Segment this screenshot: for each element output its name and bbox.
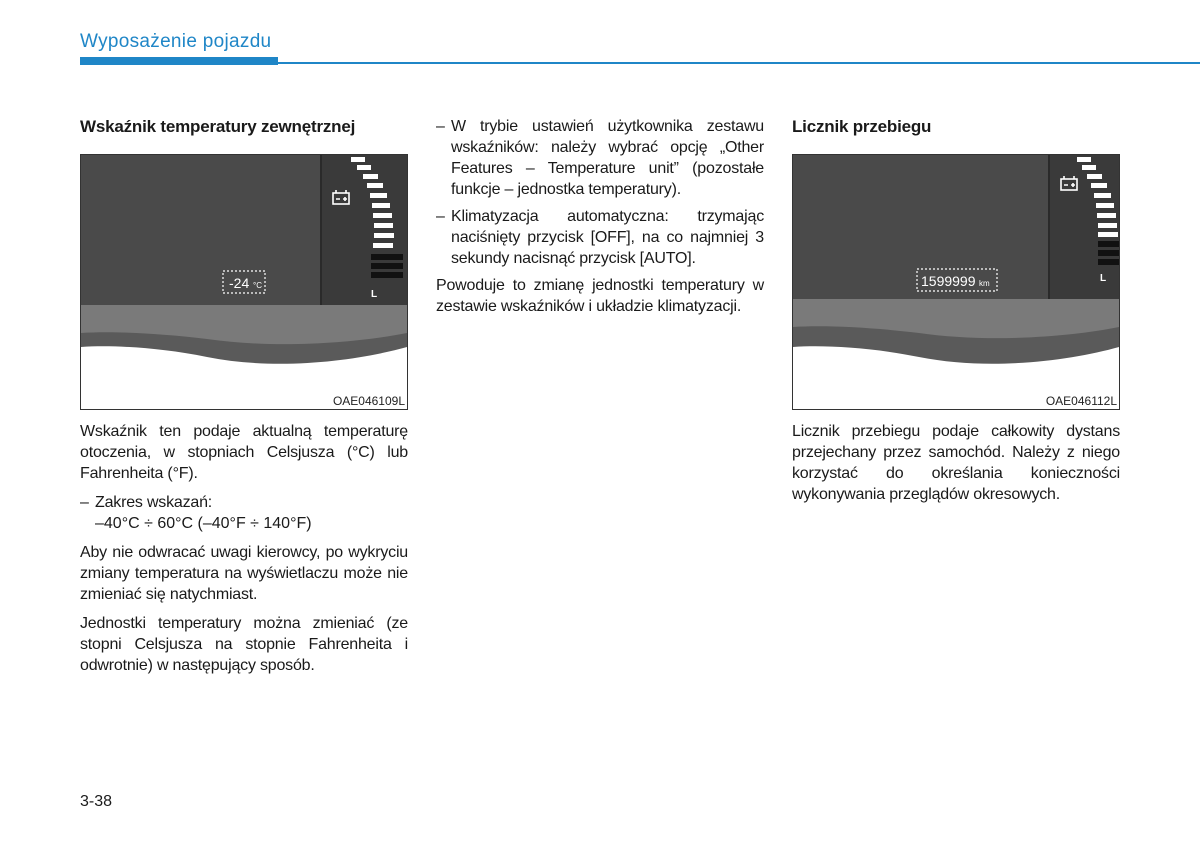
outside-temperature-heading: Wskaźnik temperatury zewnętrznej xyxy=(80,117,356,136)
paragraph: Jednostki temperatury można zmieniać (ze stopni Celsjusza na stopnie Fahrenheita i odwrotnie) w następujący sposób. xyxy=(80,615,408,674)
gear-indicator: L xyxy=(371,289,378,300)
temperature-display-unit: °C xyxy=(253,281,262,290)
list-item: – Zakres wskazań: xyxy=(80,494,213,511)
page-number: 3-38 xyxy=(80,793,113,810)
list-item: – Klimatyzacja automatyczna: trzymając naciśnięty przycisk [OFF], na co najmniej 3 sekundy nacisnąć przycisk [AUTO]. xyxy=(436,208,764,267)
paragraph: Aby nie odwracać uwagi kierowcy, po wykryciu zmiany temperatura na wyświetlaczu może nie zmieniać się natychmiast. xyxy=(80,544,408,603)
figure-code: OAE046112L xyxy=(1045,394,1117,408)
paragraph: Powoduje to zmianę jednostki temperatury w zestawie wskaźników i układzie klimatyzacji. xyxy=(436,277,764,315)
odometer-display-unit: km xyxy=(979,279,990,288)
odometer-display-value: 1599999 xyxy=(921,273,976,289)
cluster-illustration xyxy=(81,155,407,393)
figure-code: OAE046109L xyxy=(332,394,405,408)
temperature-display-value: -24 xyxy=(229,275,250,291)
outside-temperature-figure xyxy=(80,154,408,410)
column-odometer xyxy=(792,116,1120,513)
cluster-illustration xyxy=(793,155,1119,393)
column-outside-temperature xyxy=(80,116,408,684)
gear-indicator: L xyxy=(1100,273,1107,284)
paragraph: Wskaźnik ten podaje aktualną temperaturę otoczenia, w stopniach Celsjusza (°C) lub Fahrenheita (°F). xyxy=(80,423,408,482)
temperature-range: –40°C ÷ 60°C (–40°F ÷ 140°F) xyxy=(95,515,312,532)
section-title: Wyposażenie pojazdu xyxy=(80,31,272,52)
list-item: – W trybie ustawień użytkownika zestawu wskaźników: należy wybrać opcję „Other Features – Temperature unit” (pozostałe funkcje – jednostka temperatury). xyxy=(436,118,764,198)
header-rule xyxy=(278,62,1200,64)
column-unit-change xyxy=(436,116,764,325)
odometer-figure xyxy=(792,154,1120,410)
odometer-heading: Licznik przebiegu xyxy=(792,117,932,136)
paragraph: Licznik przebiegu podaje całkowity dystans przejechany przez samochód. Należy z niego korzystać do określania konieczności wykonywania przeglądów okresowych. xyxy=(792,423,1120,503)
header-rule-accent xyxy=(80,57,278,65)
